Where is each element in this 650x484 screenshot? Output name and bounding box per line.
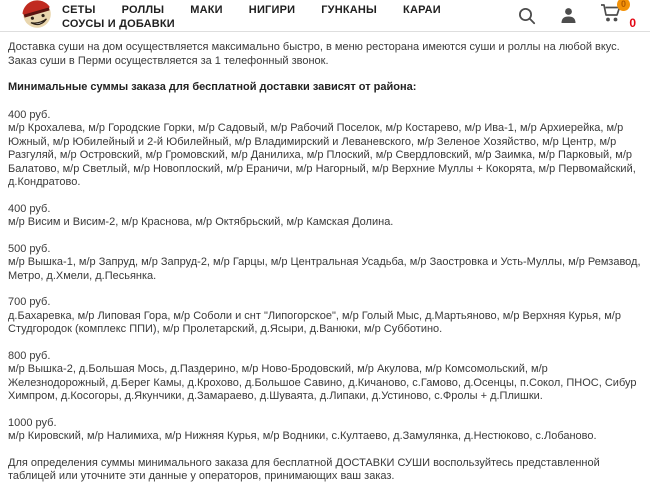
- header-icons: [517, 0, 636, 31]
- zone-areas: д.Бахаревка, м/р Липовая Гора, м/р Соболи и снт "Липогорское", м/р Голый Мыс, д.Мартьяново, м/р Верхняя Курья, м/р Студгородок (комплекс ППИ), м/р Пролетарский, д.Ясыри, д.Ванюки, м/р Субботино.: [8, 309, 621, 335]
- cart-badge: 0: [617, 0, 630, 11]
- zone-price: 400 руб.: [8, 202, 51, 215]
- top-bar: [0, 0, 650, 32]
- site-logo[interactable]: [18, 0, 56, 31]
- nav-item-maki[interactable]: МАКИ: [190, 4, 223, 16]
- zone-areas: м/р Вышка-2, д.Большая Мось, д.Паздерино, м/р Ново-Бродовский, м/р Акулова, м/р Комсомольский, м/р Железнодорожный, д.Берег Камы, д.Крохово, д.Большое Савино, д.Кичаново, с.Гамово, д.Осенцы, п.Сокол, ПНОС, Сибур Химпром, д.Косогоры, д.Якунчики, д.Замараево, д.Шуваята, д.Липаки, д.Устиново, с.Фролы + д.Плишки.: [8, 363, 637, 402]
- delivery-info-page: [0, 32, 650, 484]
- zone-areas: м/р Вышка-1, м/р Запруд, м/р Запруд-2, м/р Гарцы, м/р Центральная Усадьба, м/р Заостровка и Усть-Муллы, м/р Ремзавод, Метро, д.Хмели, д.Песьянка.: [8, 256, 641, 282]
- zone-block-1000: [8, 417, 641, 444]
- section-heading: Минимальные суммы заказа для бесплатной доставки зависят от района:: [8, 81, 417, 93]
- zone-areas: м/р Крохалева, м/р Городские Горки, м/р Садовый, м/р Рабочий Поселок, м/р Костарево, м/р Ива-1, м/р Архиерейка, м/р Южный, м/р Юбилейный и 2-й Юбилейный, м/р Владимирский и Леваневского, м/р Зеленое Хозяйство, м/р Центр, м/р Разгуляй, м/р Островский, м/р Громовский, м/р Данилиха, м/р Плоский, м/р Свердловский, м/р Заимка, м/р Парковый, м/р Балатово, м/р Светлый, м/р Новоплоский, м/р Ераничи, м/р Нагорный, м/р Верхние Муллы + Кокорята, м/р Первомайский, д.Кондратово.: [8, 122, 636, 188]
- search-button[interactable]: [517, 6, 537, 26]
- search-icon: [517, 6, 537, 26]
- nav-item-karai[interactable]: КАРАИ: [403, 4, 441, 16]
- zone-block-400-2: [8, 203, 641, 230]
- intro-text: Доставка суши на дом осуществляется максимально быстро, в меню ресторана имеются суши и роллы на любой вкус. Заказ суши в Перми осуществляется за 1 телефонный звонок.: [8, 41, 620, 67]
- zone-price: 700 руб.: [8, 296, 51, 308]
- zone-block-700: [8, 296, 641, 337]
- cart-button[interactable]: [600, 0, 636, 30]
- zone-block-500: [8, 243, 641, 284]
- zone-price: 400 руб.: [8, 108, 51, 121]
- footer-note: Для определения суммы минимального заказа для бесплатной ДОСТАВКИ СУШИ воспользуйтесь представленной таблицей или уточните эти данные у операторов, принимающих ваш заказ.: [8, 456, 600, 482]
- zone-price: 1000 руб.: [8, 416, 57, 429]
- account-button[interactable]: [559, 6, 578, 25]
- mascot-logo-icon: [18, 0, 56, 32]
- main-nav: [62, 4, 454, 30]
- nav-item-sety[interactable]: СЕТЫ: [62, 4, 96, 16]
- zone-areas: м/р Висим и Висим-2, м/р Краснова, м/р Октябрьский, м/р Камская Долина.: [8, 216, 394, 228]
- user-icon: [559, 6, 578, 25]
- zone-areas: м/р Кировский, м/р Налимиха, м/р Нижняя Курья, м/р Водники, с.Култаево, д.Замулянка, д.Нестюково, с.Лобаново.: [8, 430, 597, 442]
- nav-item-sousy-dobavki[interactable]: СОУСЫ И ДОБАВКИ: [62, 18, 175, 30]
- zone-block-800: [8, 350, 641, 404]
- nav-item-rolly[interactable]: РОЛЛЫ: [121, 4, 165, 16]
- nav-item-nigiri[interactable]: НИГИРИ: [248, 4, 296, 16]
- zone-price: 500 руб.: [8, 242, 51, 255]
- zone-price: 800 руб.: [8, 349, 51, 362]
- cart-count: 0: [629, 16, 636, 30]
- nav-item-gunkany[interactable]: ГУНКАНЫ: [321, 4, 378, 16]
- zone-block-400-1: [8, 109, 641, 190]
